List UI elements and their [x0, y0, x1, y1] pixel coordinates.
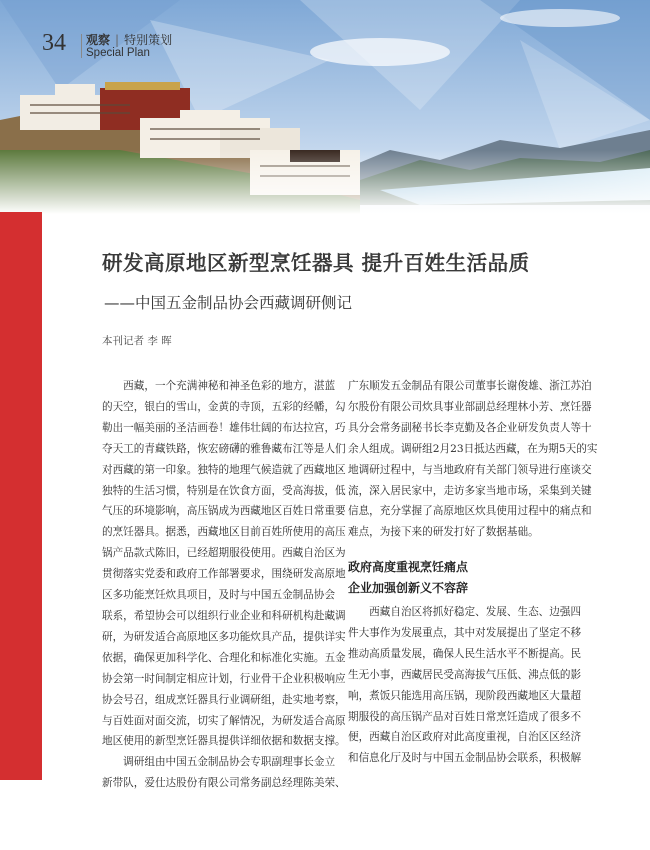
- section-name: 观察: [86, 33, 111, 47]
- sidebar-gap: [0, 780, 42, 850]
- text-line: 地区使用的新型烹饪器具提供详细依据和数据支撑。: [102, 735, 346, 748]
- section-label: [86, 31, 172, 48]
- text-line: 便，西藏自治区政府对此高度重视，自治区区经济: [348, 731, 582, 744]
- section-label-en: Special Plan: [86, 47, 150, 59]
- text-line: 协会号召，组成烹饪器具行业调研组，赴实地考察，: [102, 693, 346, 706]
- section-heading-2: 企业加强创新义不容辞: [348, 581, 469, 595]
- header-divider: [81, 34, 82, 58]
- text-line: 独特的生活习惯，特别是在饮食方面，受高海拔，低: [102, 484, 346, 497]
- body-column-right-top: [348, 376, 598, 543]
- section-separator: |: [115, 33, 120, 47]
- text-line: 难点，为接下来的研发打好了数据基础。: [348, 526, 539, 539]
- text-line: 流，深入居民家中，走访多家当地市场，采集到关键: [348, 484, 592, 497]
- text-line: 余人组成。调研组2月23日抵达西藏，在为期5天的实: [348, 442, 598, 455]
- header-banner: [0, 0, 650, 214]
- text-line: 响，煮饭只能选用高压锅，现阶段西藏地区大量超: [348, 689, 582, 702]
- text-line: 推动高质量发展，确保人民生活水平不断提高。民: [348, 647, 582, 660]
- text-line: 协会第一时间制定相应计划，行业骨干企业积极响应: [102, 672, 346, 685]
- text-line: 西藏，一个充满神秘和神圣色彩的地方，湛蓝: [102, 380, 336, 392]
- text-line: 的烹饪器具。据悉，西藏地区目前百姓所使用的高压: [102, 526, 346, 539]
- text-line: 与百姓面对面交流，切实了解情况，为研发适合高原: [102, 714, 346, 727]
- text-line: 联系，希望协会可以组织行业企业和科研机构赴藏调: [102, 609, 346, 622]
- text-line: 气压的环境影响，高压锅成为西藏地区百姓日常重要: [102, 505, 346, 518]
- text-line: 广东顺发五金制品有限公司董事长谢俊雄、浙江苏泊: [348, 380, 592, 392]
- article-byline: 本刊记者 李 晖: [102, 335, 172, 347]
- body-column-right-bottom: [348, 602, 588, 769]
- text-line: 夺天工的青藏铁路，恢宏磅礴的雅鲁藏布江等是人们: [102, 442, 346, 455]
- text-line: 地调研过程中，与当地政府有关部门领导进行座谈交: [348, 463, 592, 476]
- text-line: 生无小事，西藏居民受高海拔气压低、沸点低的影: [348, 668, 582, 681]
- text-line: 和信息化厅及时与中国五金制品协会联系，积极解: [348, 752, 582, 765]
- text-line: 贯彻落实党委和政府工作部署要求，围绕研发高原地: [102, 568, 346, 581]
- body-column-left: [102, 376, 346, 794]
- text-line: 具分会常务副秘书长李克勤及各企业研发负责人等十: [348, 421, 592, 434]
- text-line: 尔股份有限公司炊具事业部副总经理林小芳、烹饪器: [348, 400, 592, 413]
- page-number: 34: [42, 30, 66, 56]
- text-line: 件大事作为发展重点，其中对发展提出了坚定不移: [348, 626, 582, 639]
- text-line: 勒出一幅美丽的圣洁画卷！雄伟壮阔的布达拉宫，巧: [102, 421, 346, 434]
- article-title: 研发高原地区新型烹饪器具 提升百姓生活品质: [102, 251, 530, 275]
- text-line: 依据，确保更加科学化、合理化和标准化实施。五金: [102, 651, 346, 664]
- article-subtitle: ——中国五金制品协会西藏调研侧记: [104, 294, 353, 312]
- text-line: 区多功能烹饪炊具项目，及时与中国五金制品协会: [102, 589, 336, 602]
- text-line: 调研组由中国五金制品协会专职副理事长金立: [102, 756, 336, 769]
- accent-sidebar: [0, 212, 42, 850]
- text-line: 对西藏的第一印象。独特的地理气候造就了西藏地区: [102, 463, 346, 476]
- text-line: 西藏自治区将抓好稳定、发展、生态、边强四: [348, 606, 582, 618]
- text-line: 新带队，爱仕达股份有限公司常务副总经理陈美荣、: [102, 777, 346, 790]
- text-line: 的天空，银白的雪山，金黄的寺顶，五彩的经幡，勾: [102, 400, 346, 413]
- section-subname: 特别策划: [124, 33, 173, 47]
- section-heading-1: 政府高度重视烹饪痛点: [348, 560, 469, 574]
- text-line: 研，为研发适合高原地区多功能炊具产品，提供详实: [102, 630, 346, 643]
- text-line: 锅产品款式陈旧，已经超期服役使用。西藏自治区为: [102, 547, 346, 560]
- text-line: 期服役的高压锅产品对百姓日常烹饪造成了很多不: [348, 710, 582, 723]
- text-line: 信息，充分掌握了高原地区炊具使用过程中的痛点和: [348, 505, 592, 518]
